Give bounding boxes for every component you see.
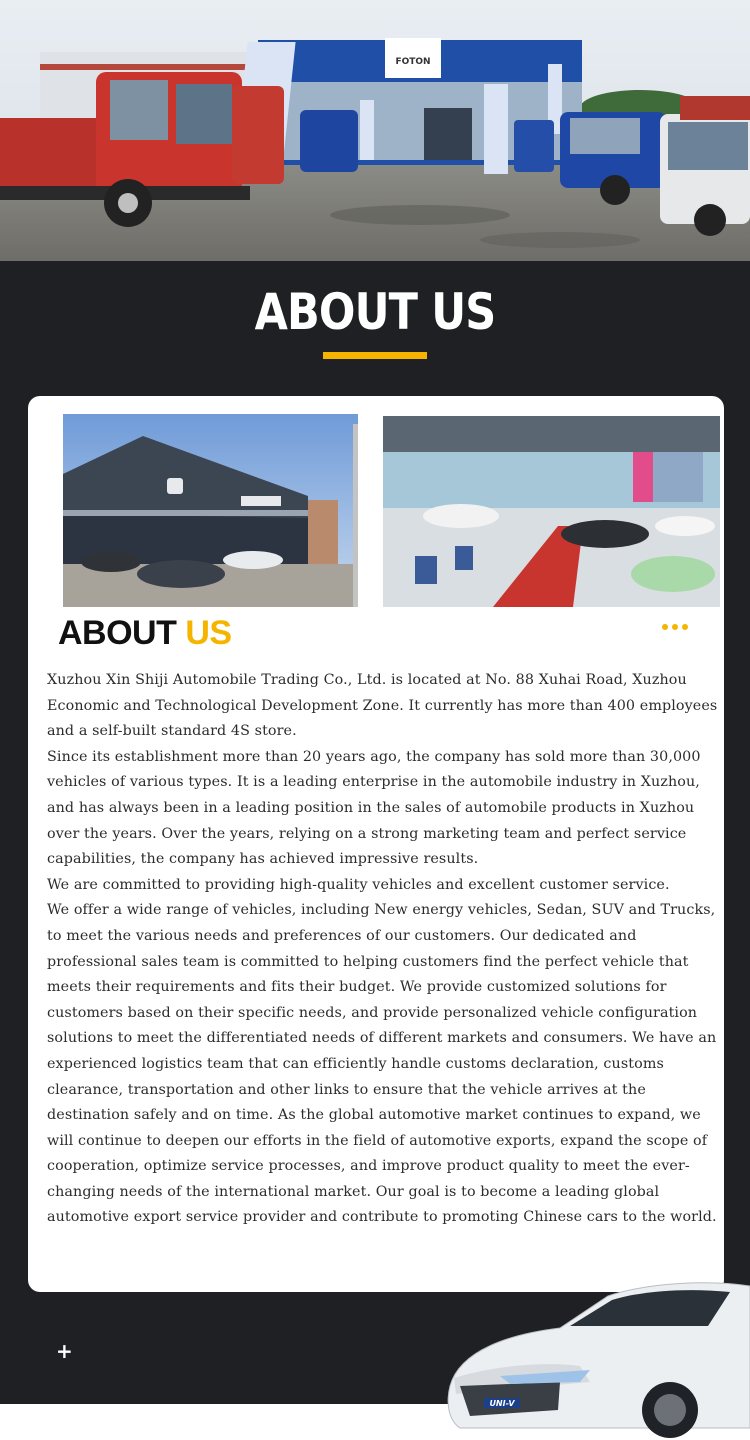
paragraph-commitment: We are committed to providing high-quality vehicles and excellent customer service. xyxy=(47,876,670,893)
sedan-car-image xyxy=(440,1278,750,1440)
car-badge: UNI-V xyxy=(489,1399,515,1408)
foton-sign: FOTON xyxy=(395,57,431,67)
showroom-exterior-photo xyxy=(63,414,358,607)
card-title-main: ABOUT xyxy=(58,614,186,652)
section-title: ABOUT US xyxy=(254,283,496,341)
card-title-accent: US xyxy=(185,614,232,652)
paragraph-services: We offer a wide range of vehicles, including New energy vehicles, Sedan, SUV and Trucks, to meet the various needs and preferences of our customers. Our dedicated and professional sales team is committed to helping customers find the perfect vehicle that meets their requirements and fits their budget. We provide customized solutions for customers based on their specific needs, and provide personalized vehicle configuration solutions to meet the differentiated needs of different markets and consumers. We have an experienced logistics team that can efficiently handle customs declaration, customs clearance, transportation and other links to ensure that the vehicle arrives at the destination safely and on time. As the global automotive market continues to expand, we will continue to deepen our efforts in the field of automotive exports, expand the scope of cooperation, optimize service processes, and improve product quality to meet the ever-changing needs of the international market. Our goal is to become a leading global automotive export service provider and contribute to promoting Chinese cars to the world. xyxy=(47,902,717,1226)
paragraph-history: Since its establishment more than 20 years ago, the company has sold more than 30,000 vehicles of various types. It is a leading enterprise in the automobile industry in Xuzhou, and has always been in a leading position in the sales of automobile products in Xuzhou over the years. Over the years, relying on a strong marketing team and perfect service capabilities, the company has achieved impressive results. xyxy=(47,748,701,868)
paragraph-intro: Xuzhou Xin Shiji Automobile Trading Co., Ltd. is located at No. 88 Xuhai Road, Xuzhou Economic and Technological Development Zone. It currently has more than 400 employees and a self-built standard 4S store. xyxy=(47,672,718,740)
hero-photo xyxy=(0,0,750,261)
showroom-interior-photo xyxy=(383,416,720,607)
section-title-underline xyxy=(323,352,427,359)
more-dots-icon xyxy=(662,624,688,630)
about-card xyxy=(28,396,724,1292)
plus-icon: + xyxy=(56,1339,73,1363)
about-text xyxy=(47,668,719,1231)
truck-dealership-illustration xyxy=(0,0,750,261)
card-title xyxy=(58,612,232,654)
